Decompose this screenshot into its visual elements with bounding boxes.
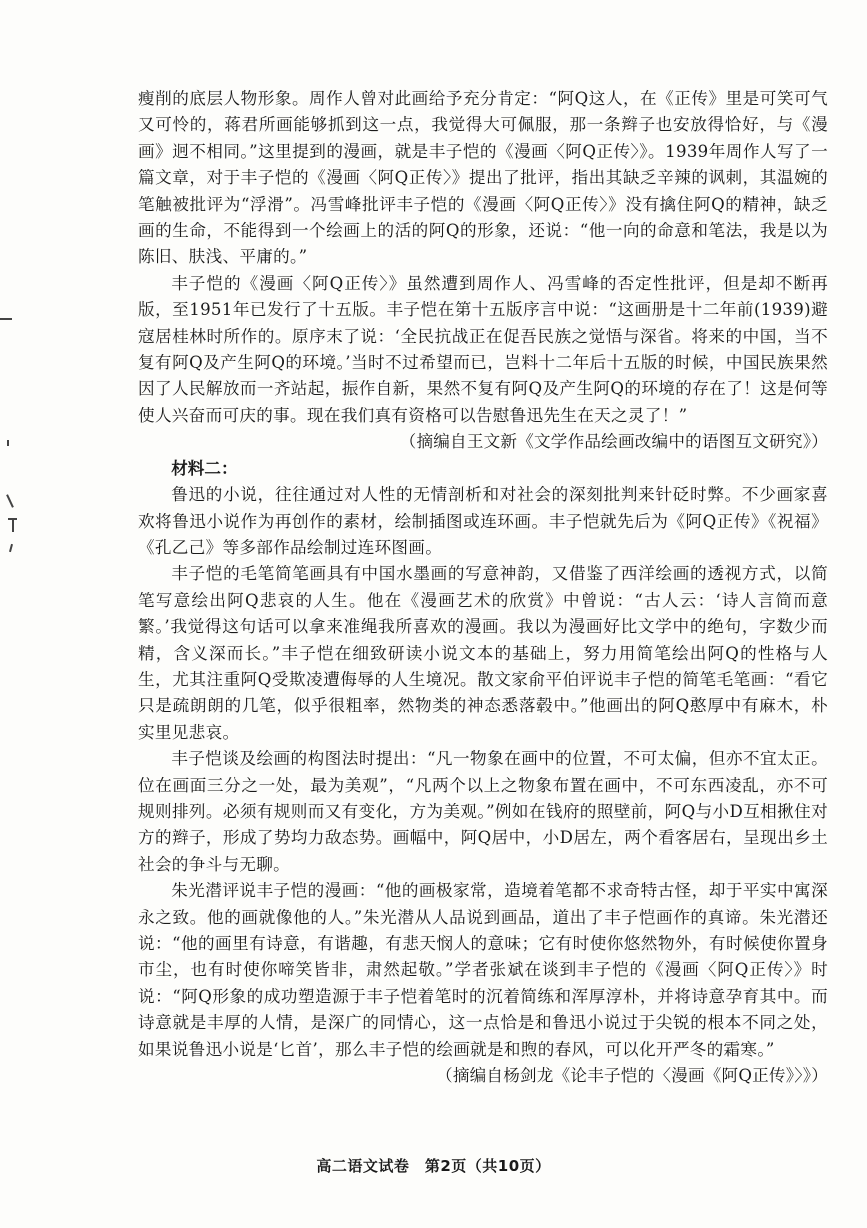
material2-heading: 材料二： <box>171 458 238 478</box>
exam-content <box>138 86 828 1089</box>
material1-paragraph-2: 丰子恺的《漫画〈阿Q正传〉》虽然遭到周作人、冯雪峰的否定性批评，但是却不断再版，至1951年已发行了十五版。丰子恺在第十五版序言中说：“这画册是十二年前(1939)避寇居桂林时所作的。原序末了说：‘全民抗战正在促吾民族之觉悟与深省。将来的中国，当不复有阿Q及产生阿Q的环境。’当时不过希望而已，岂料十二年后十五版的时候，中国民族果然因了人民解放而一齐站起，振作自新，果然不复有阿Q及产生阿Q的环境的存在了！这是何等使人兴奋而可庆的事。现在我们真有资格可以告慰鲁迅先生在天之灵了！” <box>138 273 828 425</box>
binding-mark <box>6 494 14 508</box>
binding-mark <box>9 544 13 552</box>
material2-paragraph-2: 丰子恺的毛笔简笔画具有中国水墨画的写意神韵，又借鉴了西洋绘画的透视方式，以简笔写意绘出阿Q悲哀的人生。他在《漫画艺术的欣赏》中曾说：“古人云：‘诗人言简而意繁。’我觉得这句话可以拿来准绳我所喜欢的漫画。我以为漫画好比文学中的绝句，字数少而精，含义深而长。”丰子恺在细致研读小说文本的基础上，努力用简笔绘出阿Q的性格与人生，尤其注重阿Q受欺凌遭侮辱的人生境况。散文家俞平伯评说丰子恺的简笔毛笔画：“看它只是疏朗朗的几笔，似乎很粗率，然物类的神态悉落毂中。”他画出的阿Q憨厚中有麻木，朴实里见悲哀。 <box>138 564 828 742</box>
material2-paragraph-3: 丰子恺谈及绘画的构图法时提出：“凡一物象在画中的位置，不可太偏，但亦不宜太正。位在画面三分之一处，最为美观”，“凡两个以上之物象布置在画中，不可东西凌乱，亦不可规则排列。必须有规则而又有变化，方为美观。”例如在钱府的照壁前，阿Q与小D互相揪住对方的辫子，形成了势均力敌态势。画幅中，阿Q居中，小D居左，两个看客居右，呈现出乡土社会的争斗与无聊。 <box>138 749 828 874</box>
material1-source: （摘编自王文新《文学作品绘画改编中的语图互文研究》） <box>399 432 828 452</box>
material2-source: （摘编自杨剑龙《论丰子恺的〈漫画《阿Q正传》〉》） <box>436 1066 828 1086</box>
binding-mark <box>12 520 14 532</box>
material1-paragraph-continued: 瘦削的底层人物形象。周作人曾对此画给予充分肯定：“阿Q这人，在《正传》里是可笑可气又可怜的，蒋君所画能够抓到这一点，我觉得大可佩服，那一条辫子也安放得恰好，与《漫画》迥不相同。”这里提到的漫画，就是丰子恺的《漫画〈阿Q正传〉》。1939年周作人写了一篇文章，对于丰子恺的《漫画〈阿Q正传〉》提出了批评，指出其缺乏辛辣的讽刺，其温婉的笔触被批评为“浮滑”。冯雪峰批评丰子恺的《漫画〈阿Q正传〉》没有擒住阿Q的精神，缺乏画的生命，不能得到一个绘画上的活的阿Q的形象，还说：“他一向的命意和笔法，我是以为陈旧、肤浅、平庸的。” <box>138 89 828 267</box>
material2-paragraph-4: 朱光潜评说丰子恺的漫画：“他的画极家常，造境着笔都不求奇特古怪，却于平实中寓深永之致。他的画就像他的人。”朱光潜从人品说到画品，道出了丰子恺画作的真谛。朱光潜还说：“他的画里有诗意，有谐趣，有悲天悯人的意味；它有时使你悠然物外，有时候使你置身市尘，也有时使你啼笑皆非，肃然起敬。”学者张斌在谈到丰子恺的《漫画〈阿Q正传〉》时说：“阿Q形象的成功塑造源于丰子恺着笔时的沉着简练和浑厚淳朴，并将诗意孕育其中。而诗意就是丰厚的人情，是深广的同情心，这一点恰是和鲁迅小说过于尖锐的根本不同之处，如果说鲁迅小说是‘匕首’，那么丰子恺的绘画就是和煦的春风，可以化开严冬的霜寒。” <box>138 881 828 1059</box>
binding-mark <box>0 318 12 320</box>
binding-mark <box>7 440 9 446</box>
page-footer: 高二语文试卷 第2页（共10页） <box>316 1157 551 1175</box>
material2-paragraph-1: 鲁迅的小说，往往通过对人性的无情剖析和对社会的深刻批判来针砭时弊。不少画家喜欢将鲁迅小说作为再创作的素材，绘制插图或连环画。丰子恺就先后为《阿Q正传》《祝福》《孔乙己》等多部作品绘制过连环图画。 <box>138 485 828 557</box>
